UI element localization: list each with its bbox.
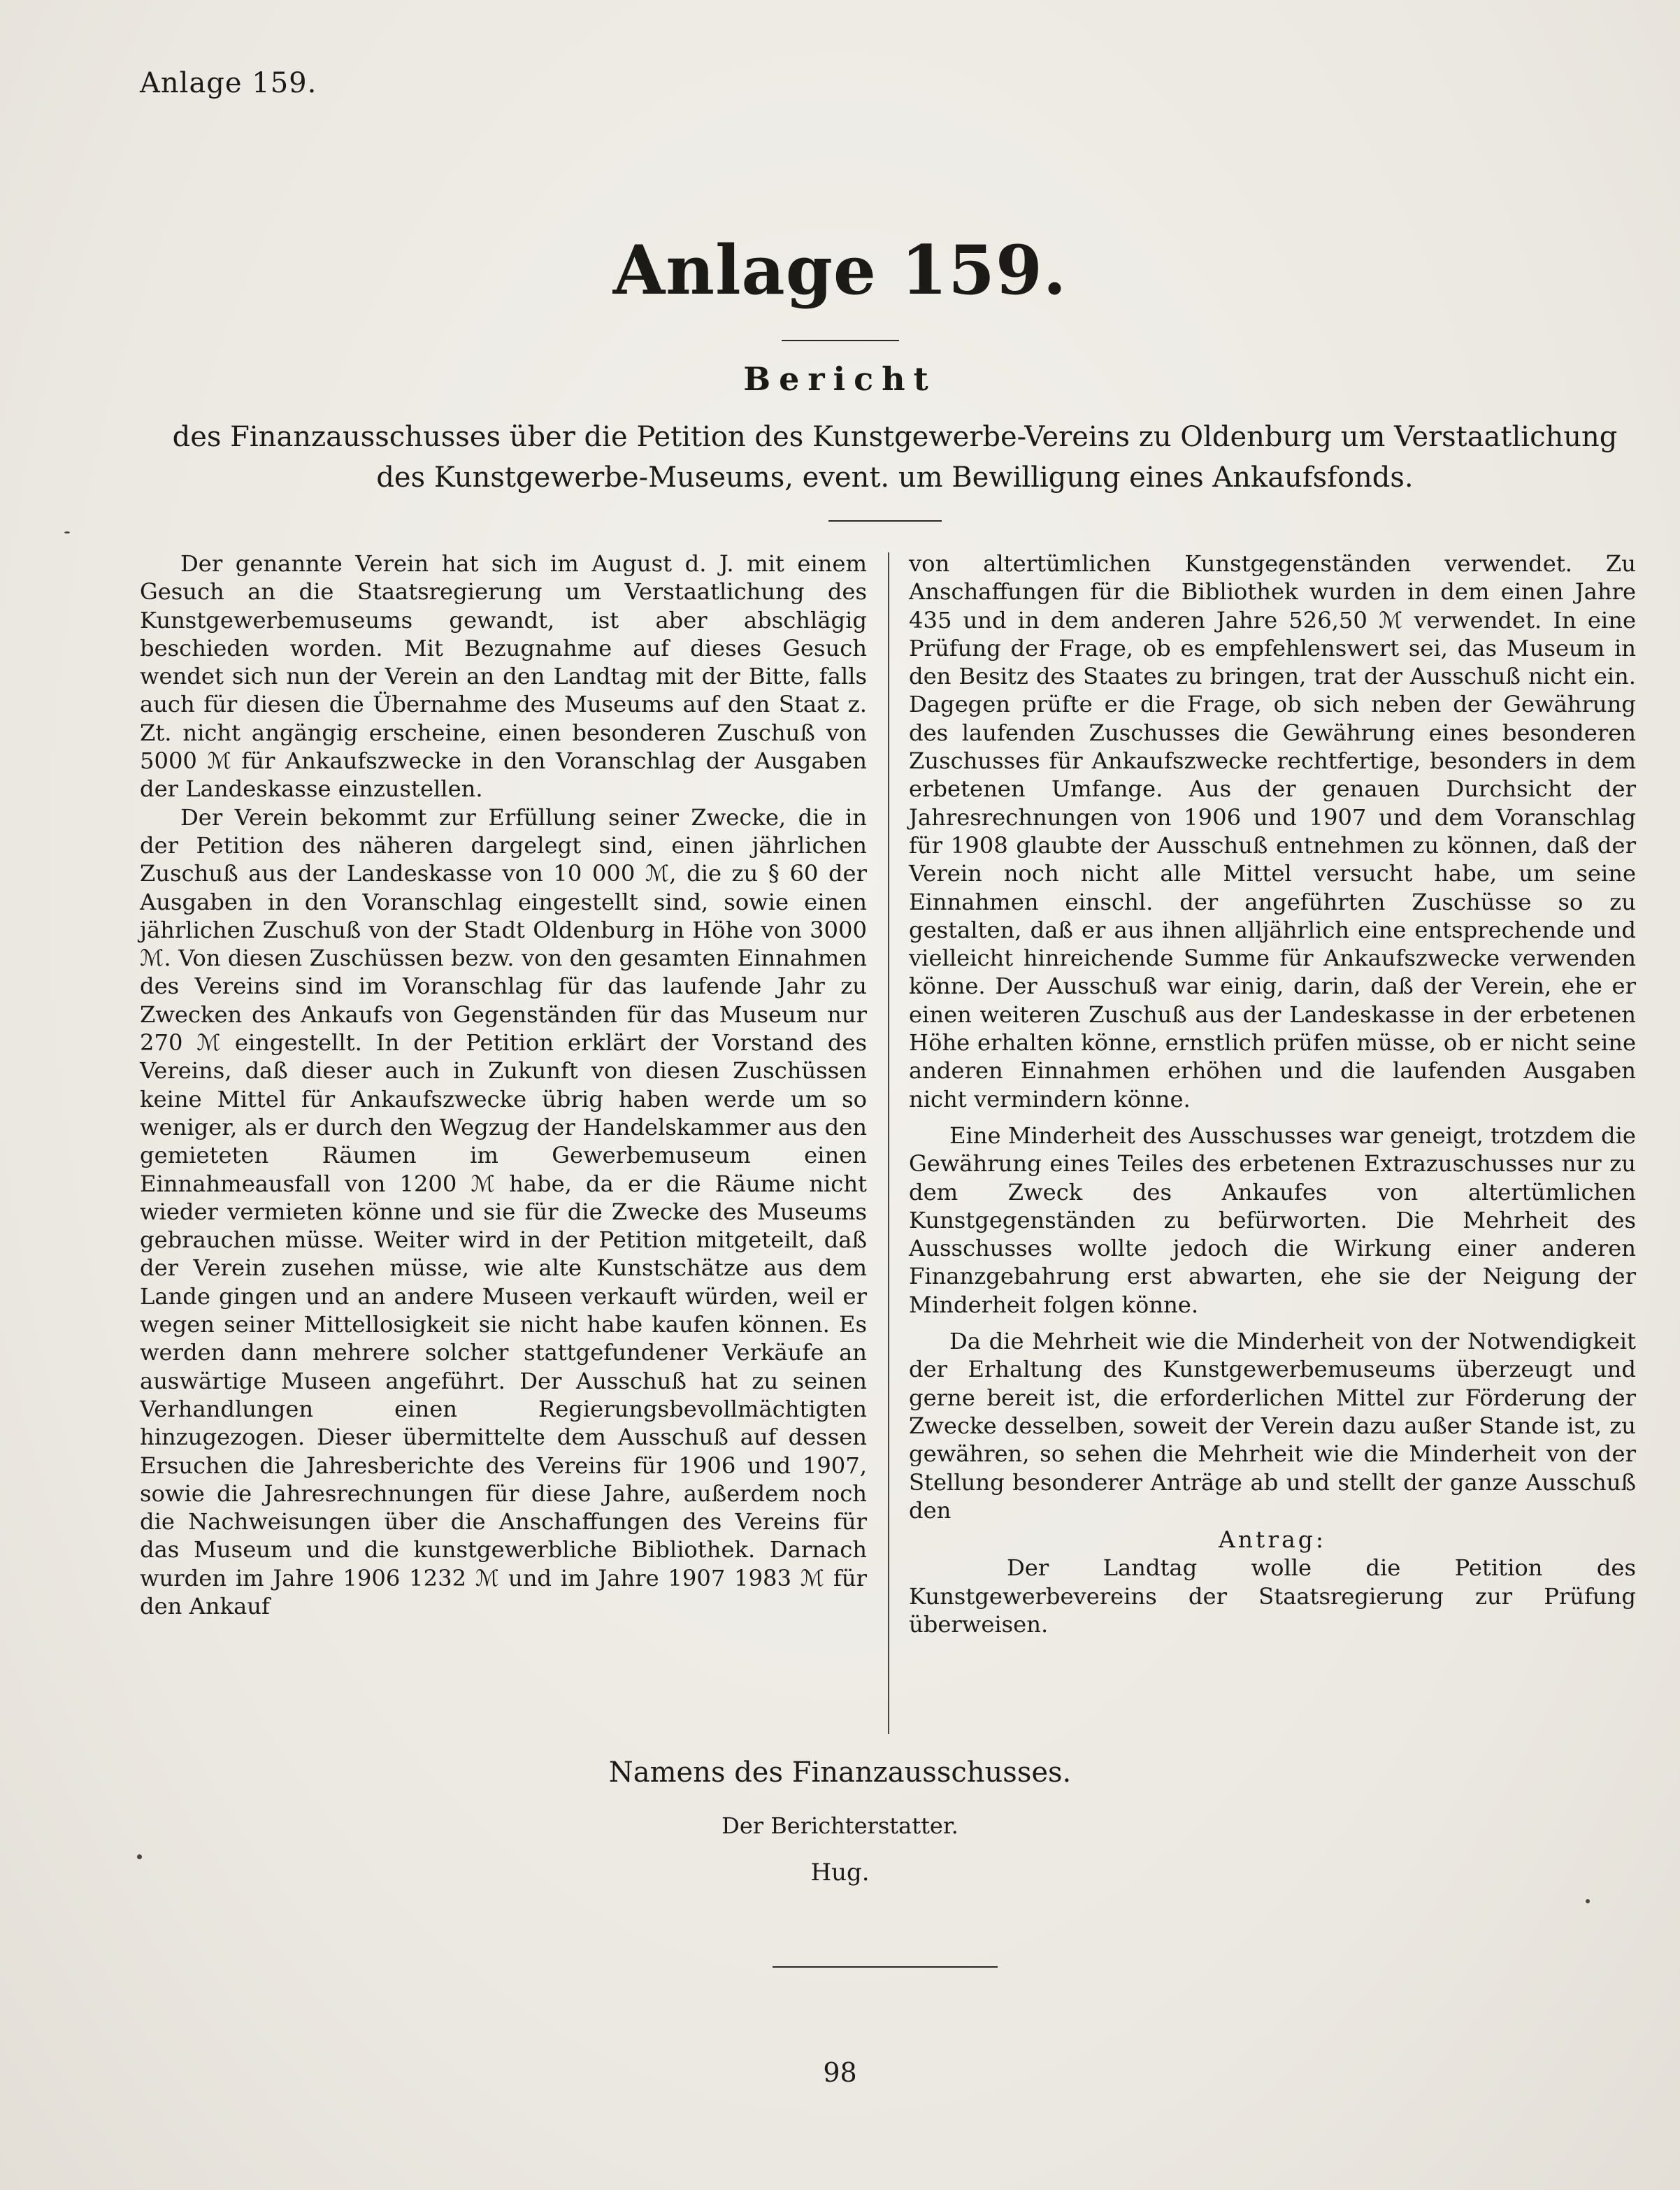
margin-speck bbox=[137, 1854, 142, 1859]
paragraph-finances: Der Verein bekommt zur Erfüllung seiner Zwecke, die in der Petition des näheren dargelegt sind, einen jährlichen Zuschuß aus der Landeskasse von 10 000 ℳ, die zu § 60 der Ausgaben in den Voranschlag eingestellt sind, sowie einen jährlichen Zuschuß von der Stadt Oldenburg in Höhe von 3000 ℳ. Von diesen Zuschüssen bezw. von den gesamten Einnahmen des Vereins sind im Voranschlag für das laufende Jahr zu Zwecken des Ankaufs von Gegenständen für das Museum nur 270 ℳ eingestellt. In der Petition erklärt der Vorstand des Vereins, daß dieser auch in Zukunft von diesen Zuschüssen keine Mittel für Ankaufszwecke übrig haben werde um so weniger, als er durch den Wegzug der Handelskammer aus den gemieteten Räumen im Gewerbemuseum einen Einnahmeausfall von 1200 ℳ habe, da er die Räume nicht wieder vermieten könne und sie für die Zwecke des Museums gebrauchen müsse. Weiter wird in der Petition mitgeteilt, daß der Verein zusehen müsse, wie alte Kunstschätze aus dem Lande gingen und an andere Museen verkauft würden, weil er wegen seiner Mittellosigkeit sie nicht habe kaufen können. Es werden dann mehrere solcher stattgefundener Verkäufe an auswärtige Museen angeführt. Der Ausschuß hat zu seinen Verhandlungen einen Regierungsbevollmächtigten hinzugezogen. Dieser übermittelte dem Ausschuß auf dessen Ersuchen die Jahresberichte des Vereins für 1906 und 1907, sowie die Jahresrechnungen für diese Jahre, außerdem noch die Nachweisungen über die Anschaffungen des Vereins für das Museum und die kunstgewerbliche Bibliothek. Darnach wurden im Jahre 1906 1232 ℳ und im Jahre 1907 1983 ℳ für den Ankauf bbox=[140, 803, 867, 1619]
report-title: Bericht bbox=[743, 360, 937, 398]
paragraph-request: Der genannte Verein hat sich im August d. J. mit einem Gesuch an die Staatsregierung um Verstaatlichung des Kunstgewerbemuseums gewandt, ist aber abschlägig beschieden worden. Mit Bezugnahme auf dieses Gesuch wendet sich nun der Verein an den Landtag mit der Bitte, falls auch für diesen die Übernahme des Museums auf den Staat z. Zt. nicht angängig erscheine, einen besonderen Zuschuß von 5000 ℳ für Ankaufszwecke in den Voranschlag der Ausgaben der Landeskasse einzustellen. bbox=[140, 550, 867, 803]
motion-text: Der Landtag wolle die Petition des Kunstgewerbevereins der Staatsregierung zur Prüfung überweisen. bbox=[909, 1554, 1636, 1638]
signature-role: Der Berichterstatter. bbox=[721, 1812, 959, 1839]
paragraph-majority: Da die Mehrheit wie die Minderheit von der Notwendigkeit der Erhaltung des Kunstgewerbemuseums überzeugt und gerne bereit ist, die erforderlichen Mittel zur Förderung der Zwecke desselben, soweit der Verein dazu außer Stande ist, zu gewähren, so sehen die Mehrheit wie die Minderheit von der Stellung besonderer Anträge ab und stellt der ganze Ausschuß den bbox=[909, 1328, 1636, 1524]
motion-label: Antrag: bbox=[1218, 1526, 1327, 1554]
signature-name: Hug. bbox=[810, 1859, 870, 1887]
margin-speck bbox=[1586, 1899, 1590, 1903]
signature-rule bbox=[773, 1966, 998, 1968]
running-head: Anlage 159. bbox=[140, 67, 317, 99]
signature-committee: Namens des Finanzausschusses. bbox=[608, 1756, 1072, 1789]
subject-rule bbox=[828, 520, 942, 522]
column-divider bbox=[888, 552, 889, 1734]
report-subject bbox=[140, 417, 1650, 498]
paragraph-minority: Eine Minderheit des Ausschusses war geneigt, trotzdem die Gewährung eines Teiles des erbetenen Extrazuschusses nur zu dem Zweck des Ankaufes von altertümlichen Kunstgegenständen zu befürworten. Die Mehrheit des Ausschusses wollte jedoch die Wirkung einer anderen Finanzgebahrung erst abwarten, ehe sie der Neigung der Minderheit folgen könne. bbox=[909, 1122, 1636, 1318]
paragraph-committee-review: von altertümlichen Kunstgegenständen verwendet. Zu Anschaffungen für die Bibliothek wurden in dem einen Jahre 435 und in dem anderen Jahre 526,50 ℳ verwendet. In eine Prüfung der Frage, ob es empfehlenswert sei, das Museum in den Besitz des Staates zu bringen, trat der Ausschuß nicht ein. Dagegen prüfte er die Frage, ob sich neben der Gewährung des laufenden Zuschusses die Gewährung eines besonderen Zuschusses für Ankaufszwecke rechtfertige, besonders in dem erbetenen Umfange. Aus der genauen Durchsicht der Jahresrechnungen von 1906 und 1907 und dem Voranschlag für 1908 glaubte der Ausschuß entnehmen zu können, daß der Verein noch nicht alle Mittel versucht habe, um seine Einnahmen einschl. der angeführten Zuschüsse so zu gestalten, daß er aus ihnen alljährlich eine entsprechende und vielleicht hinreichende Summe für Ankaufszwecke verwenden könne. Der Ausschuß war einig, darin, daß der Verein, ehe er einen weiteren Zuschuß aus der Landeskasse in der erbetenen Höhe erhalten könne, ernstlich prüfen müsse, ob er nicht seine anderen Einnahmen erhöhen und die laufenden Ausgaben nicht vermindern könne. bbox=[909, 550, 1636, 1112]
report-subject-line-1: des Finanzausschusses über die Petition des Kunstgewerbe-Vereins zu Oldenburg um Verstaatlichung bbox=[172, 421, 1618, 453]
page-number: 98 bbox=[823, 2057, 857, 2088]
main-title: Anlage 159. bbox=[612, 231, 1068, 310]
report-subject-line-2: des Kunstgewerbe-Museums, event. um Bewilligung eines Ankaufsfonds. bbox=[376, 461, 1414, 494]
margin-speck bbox=[64, 531, 70, 534]
right-column bbox=[909, 550, 1636, 1638]
title-rule bbox=[782, 340, 899, 341]
left-column bbox=[140, 550, 867, 1620]
